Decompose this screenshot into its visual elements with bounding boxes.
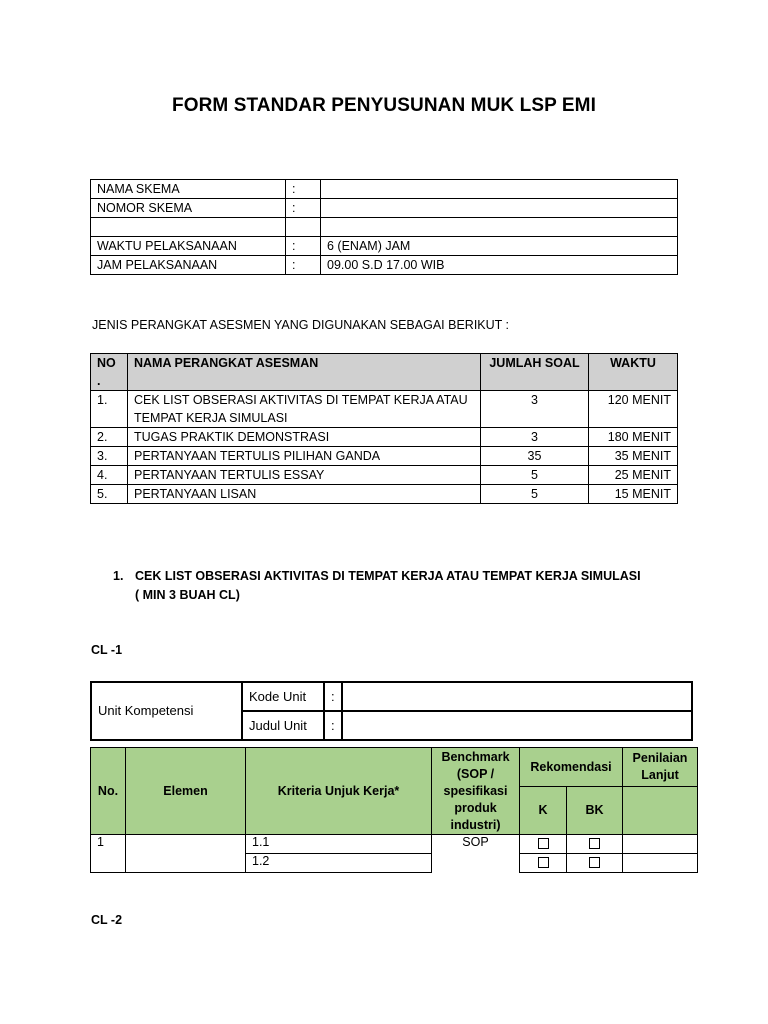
col-header-name: NAMA PERANGKAT ASESMAN <box>128 354 481 391</box>
judul-unit-separator: : <box>324 711 342 740</box>
info-separator <box>286 218 321 237</box>
checkbox-bk[interactable] <box>567 835 623 854</box>
table-header-row <box>91 354 678 391</box>
info-value: 09.00 S.D 17.00 WIB <box>321 256 678 275</box>
cell-name: PERTANYAAN LISAN <box>128 485 481 504</box>
table-header-row <box>91 748 698 787</box>
info-label: NOMOR SKEMA <box>91 199 286 218</box>
info-separator: : <box>286 180 321 199</box>
table-row <box>91 256 678 275</box>
unit-competency-table <box>90 681 693 741</box>
info-label: WAKTU PELAKSANAAN <box>91 237 286 256</box>
info-value <box>321 180 678 199</box>
kode-unit-value <box>342 682 692 711</box>
table-row <box>91 835 698 854</box>
scheme-info-table <box>90 179 678 275</box>
table-row <box>91 199 678 218</box>
col-header-rekomendasi: Rekomendasi <box>520 748 623 787</box>
checkbox-icon[interactable] <box>538 838 549 849</box>
cell-kuk: 1.2 <box>246 854 432 873</box>
cell-elemen <box>126 835 246 873</box>
cell-time: 35 MENIT <box>589 447 678 466</box>
cell-penilaian <box>623 854 698 873</box>
assessment-tools-table <box>90 353 678 504</box>
checkbox-k[interactable] <box>520 835 567 854</box>
section-heading <box>113 567 673 607</box>
cell-name: PERTANYAAN TERTULIS ESSAY <box>128 466 481 485</box>
cell-time: 25 MENIT <box>589 466 678 485</box>
section-title-line1: CEK LIST OBSERASI AKTIVITAS DI TEMPAT KERJA ATAU TEMPAT KERJA SIMULASI <box>135 569 641 583</box>
info-separator: : <box>286 256 321 275</box>
cell-count: 5 <box>481 466 589 485</box>
cell-time: 15 MENIT <box>589 485 678 504</box>
section-title-line2: ( MIN 3 BUAH CL) <box>135 588 240 602</box>
table-row <box>91 447 678 466</box>
info-value <box>321 218 678 237</box>
table-row <box>91 218 678 237</box>
cell-penilaian <box>623 835 698 854</box>
info-label: NAMA SKEMA <box>91 180 286 199</box>
col-header-no: NO . <box>91 354 128 391</box>
page-title: FORM STANDAR PENYUSUNAN MUK LSP EMI <box>172 95 596 116</box>
col-header-benchmark: Benchmark (SOP / spesifikasi produk industri) <box>432 748 520 835</box>
col-header-no: No. <box>91 748 126 835</box>
cell-no: 5. <box>91 485 128 504</box>
table-row <box>91 485 678 504</box>
cell-time: 120 MENIT <box>589 391 678 428</box>
table-row <box>91 466 678 485</box>
section-number: 1. <box>113 569 124 583</box>
cell-count: 35 <box>481 447 589 466</box>
checklist-label-cl2: CL -2 <box>91 913 123 927</box>
cell-name: PERTANYAAN TERTULIS PILIHAN GANDA <box>128 447 481 466</box>
col-header-penilaian: Penilaian Lanjut <box>623 748 698 787</box>
kode-unit-label: Kode Unit <box>242 682 324 711</box>
cell-no: 1 <box>91 835 126 873</box>
cell-benchmark: SOP <box>432 835 520 873</box>
table-row <box>91 682 692 711</box>
col-header-kuk: Kriteria Unjuk Kerja* <box>246 748 432 835</box>
cell-no: 2. <box>91 428 128 447</box>
table-row <box>91 391 678 428</box>
cell-kuk: 1.1 <box>246 835 432 854</box>
info-label: JAM PELAKSANAAN <box>91 256 286 275</box>
col-header-elemen: Elemen <box>126 748 246 835</box>
col-header-time: WAKTU <box>589 354 678 391</box>
kode-unit-separator: : <box>324 682 342 711</box>
table-row <box>91 237 678 256</box>
info-value: 6 (ENAM) JAM <box>321 237 678 256</box>
table-row <box>91 428 678 447</box>
info-value <box>321 199 678 218</box>
cell-name: TUGAS PRAKTIK DEMONSTRASI <box>128 428 481 447</box>
checkbox-icon[interactable] <box>589 838 600 849</box>
unit-competency-label: Unit Kompetensi <box>91 682 242 740</box>
observation-checklist-table <box>90 747 698 873</box>
col-header-bk: BK <box>567 787 623 835</box>
cell-no: 3. <box>91 447 128 466</box>
checkbox-bk[interactable] <box>567 854 623 873</box>
checkbox-icon[interactable] <box>538 857 549 868</box>
checkbox-icon[interactable] <box>589 857 600 868</box>
col-header-count: JUMLAH SOAL <box>481 354 589 391</box>
cell-name: CEK LIST OBSERASI AKTIVITAS DI TEMPAT KERJA ATAU TEMPAT KERJA SIMULASI <box>128 391 481 428</box>
cell-time: 180 MENIT <box>589 428 678 447</box>
intro-text: JENIS PERANGKAT ASESMEN YANG DIGUNAKAN SEBAGAI BERIKUT : <box>92 318 510 332</box>
table-row <box>91 180 678 199</box>
cell-count: 3 <box>481 428 589 447</box>
col-header-penilaian-empty <box>623 787 698 835</box>
checkbox-k[interactable] <box>520 854 567 873</box>
info-separator: : <box>286 237 321 256</box>
info-separator: : <box>286 199 321 218</box>
cell-count: 5 <box>481 485 589 504</box>
cell-count: 3 <box>481 391 589 428</box>
col-header-k: K <box>520 787 567 835</box>
checklist-label-cl1: CL -1 <box>91 643 123 657</box>
info-label <box>91 218 286 237</box>
cell-no: 1. <box>91 391 128 428</box>
cell-no: 4. <box>91 466 128 485</box>
judul-unit-value <box>342 711 692 740</box>
judul-unit-label: Judul Unit <box>242 711 324 740</box>
